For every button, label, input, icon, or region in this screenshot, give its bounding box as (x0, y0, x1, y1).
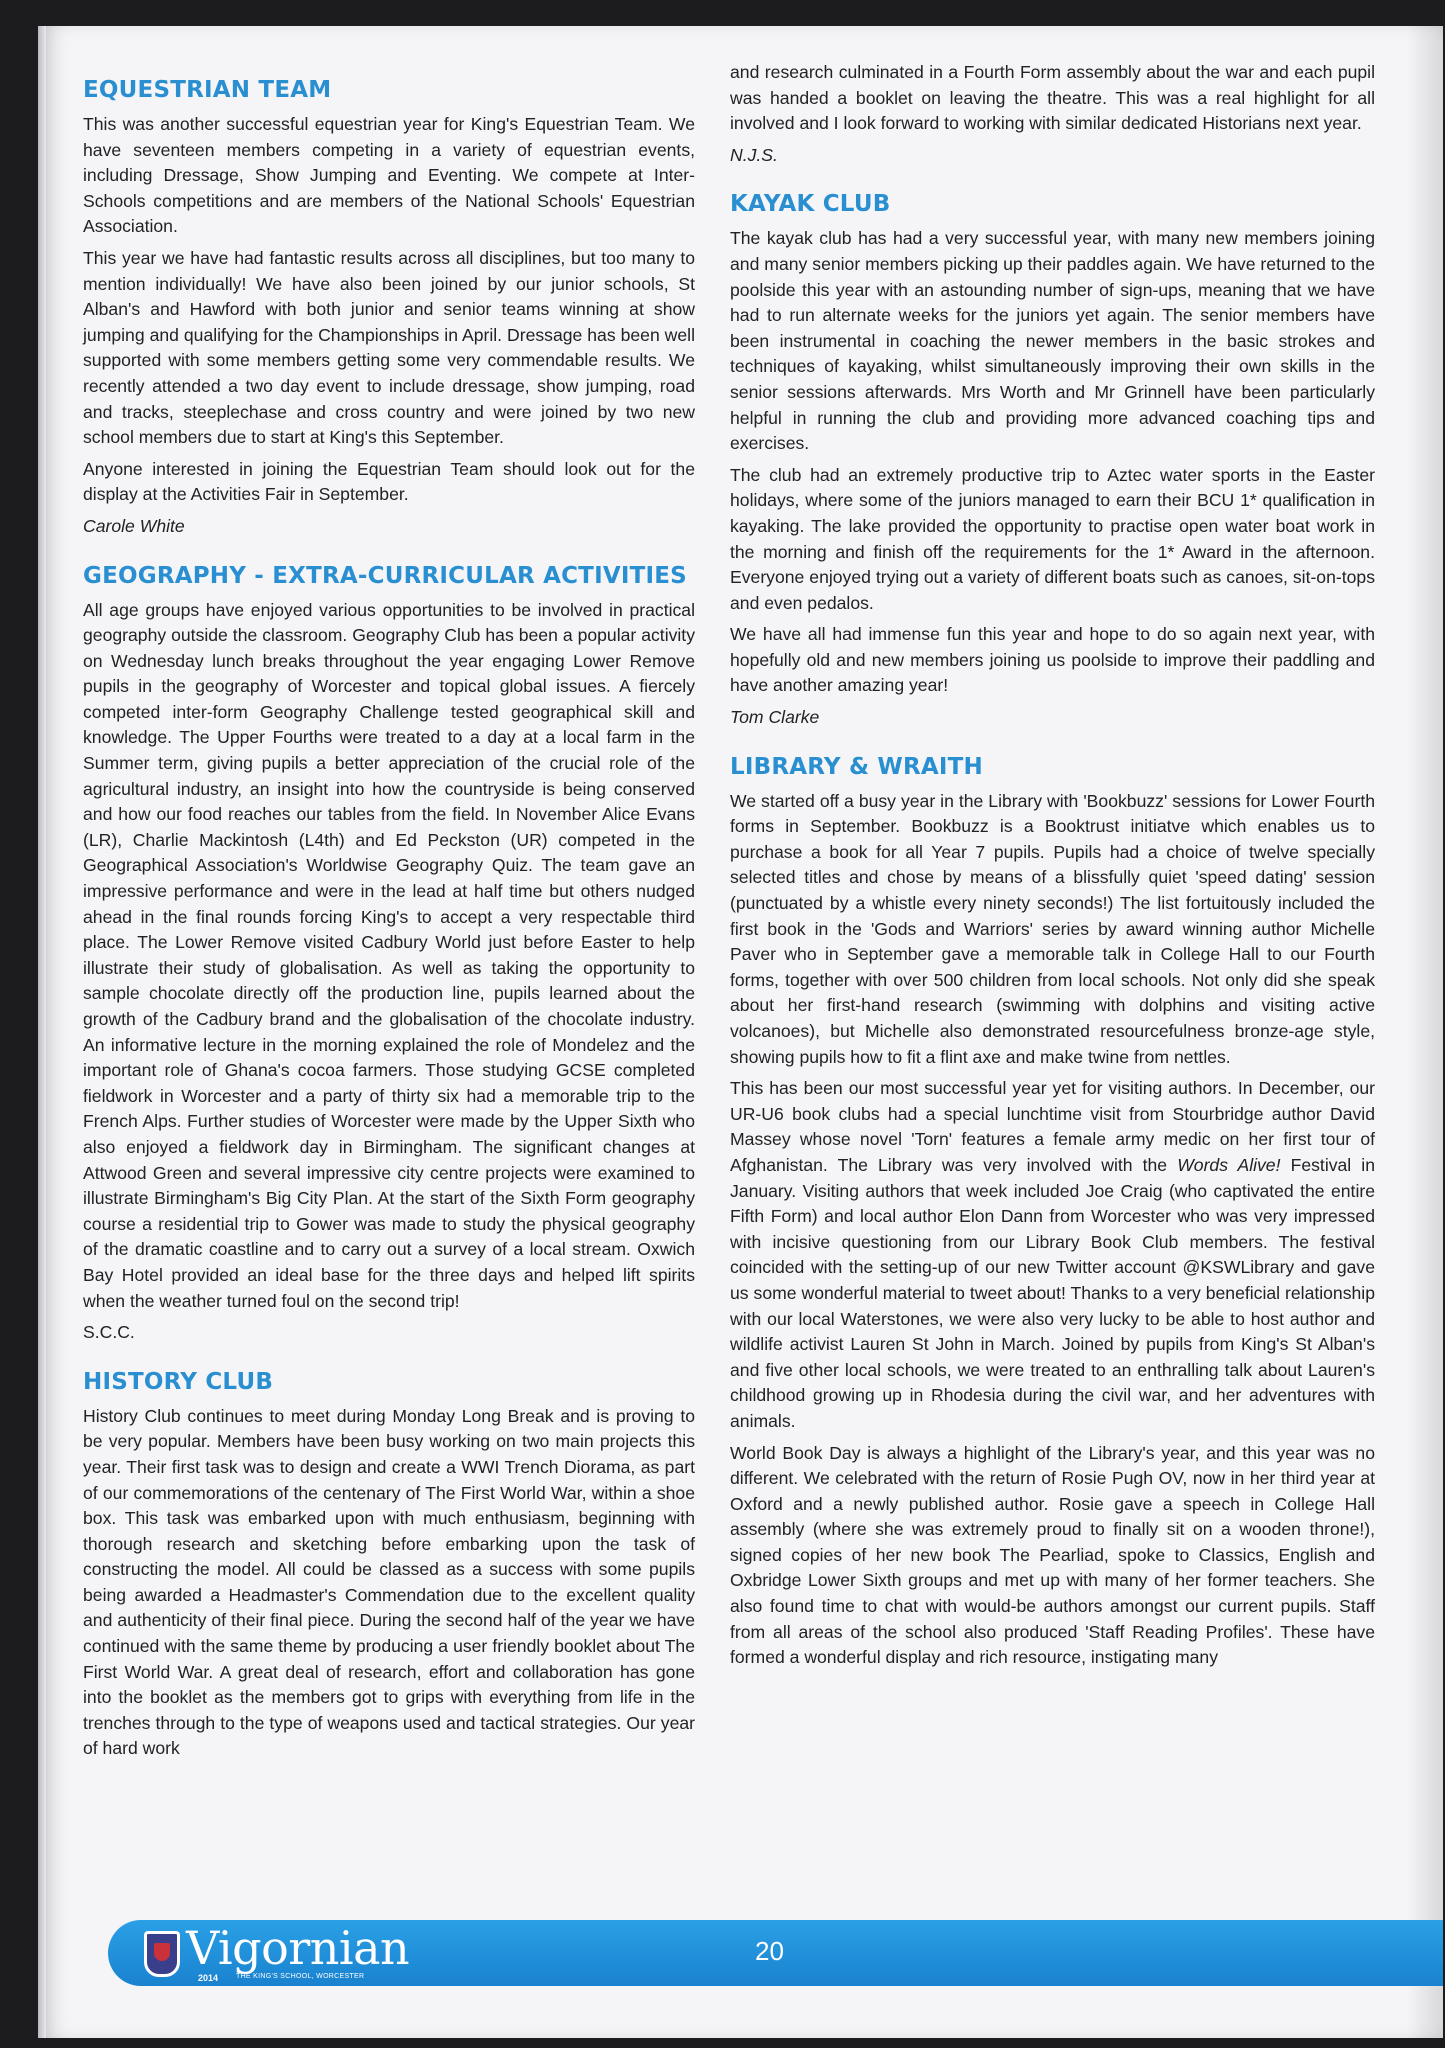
magazine-year: 2014 (198, 1973, 219, 1983)
equestrian-paragraph-3: Anyone interested in joining the Equestrian Team should look out for the display at the Activities Fair in September. (83, 458, 695, 505)
equestrian-signature: Carole White (83, 515, 185, 536)
right-column (730, 60, 1375, 1677)
words-alive-title: Words Alive! (1177, 1154, 1281, 1175)
equestrian-paragraph-2: This year we have had fantastic results across all disciplines, but too many to mention individually! We have also been joined by our junior schools, St Alban's and Hawford with both junior and senior teams winning at show jumping and qualifying for the Championships in April. Dressage has been well supported with some members getting some very commendable results. We recently attended a two day event to include dressage, show jumping, road and tracks, steeplechase and cross country and were joined by two new school members due to start at King's this September. (83, 247, 695, 448)
magazine-brand: Vigornian (186, 1921, 410, 1975)
library-paragraph-2-part-b: Festival in January. Visiting authors that week included Joe Craig (who captivated the entire Fifth Form) and local author Elon Dann from Worcester who was very impressed with incisive questioning from our Library Book Club members. The festival coincided with the setting-up of our new Twitter account @KSWLibrary and gave us some wonderful material to tweet about! Thanks to a very beneficial relationship with our local Waterstones, we were also very lucky to be able to host author and wildlife activist Lauren St John in March. Joined by pupils from King's St Alban's and five other local schools, we were treated to an enthralling talk about Lauren's childhood growing up in Rhodesia during the civil war, and her adventures with animals. (730, 1154, 1376, 1431)
history-signature: N.J.S. (730, 144, 778, 165)
kayak-paragraph-2: The club had an extremely productive trip to Aztec water sports in the Easter holidays, where some of the juniors managed to earn their BCU 1* qualification in kayaking. The lake provided the opportunity to practise open water boat work in the morning and finish off the requirements for the 1* Award in the afternoon. Everyone enjoyed trying out a variety of different boats such as canoes, sit-on-tops and even pedalos. (730, 464, 1375, 613)
library-paragraph-2 (730, 1076, 1375, 1434)
geography-paragraph-1: All age groups have enjoyed various opportunities to be involved in practical geography outside the classroom. Geography Club has been a popular activity on Wednesday lunch breaks throughout the year engaging Lower Remove pupils in the geography of Worcester and topical global issues. A fiercely competed inter-form Geography Challenge tested geographical skill and knowledge. The Upper Fourths were treated to a day at a local farm in the Summer term, giving pupils a better appreciation of the crucial role of the agricultural industry, an insight into how the countryside is being conserved and how our food reaches our tables from the field. In November Alice Evans (LR), Charlie Mackintosh (L4th) and Ed Peckston (UR) competed in the Geographical Association's Worldwise Geography Quiz. The team gave an impressive performance and were in the lead at half time but others nudged ahead in the final rounds forcing King's to accept a very respectable third place. The Lower Remove visited Cadbury World just before Easter to help illustrate their study of globalisation. As well as taking the opportunity to sample chocolate directly off the production line, pupils learned about the growth of the Cadbury brand and the globalisation of the chocolate industry. An informative lecture in the morning explained the role of Mondelez and the important role of Ghana's cocoa farmers. Those studying GCSE completed fieldwork in Worcester and a party of thirty six had a memorable trip to the French Alps. Further studies of Worcester were made by the Upper Sixth who also enjoyed a fieldwork day in Birmingham. The significant changes at Attwood Green and several impressive city centre projects were examined to illustrate Birmingham's Big City Plan. At the start of the Sixth Form geography course a residential trip to Gower was made to study the physical geography of the dramatic coastline and to carry out a survey of a local stream. Oxwich Bay Hotel provided an ideal base for the three days and helped lift spirits when the weather turned foul on the second trip! (83, 599, 695, 1311)
kayak-paragraph-3: We have all had immense fun this year and hope to do so again next year, with hopefully old and new members joining us poolside to improve their paddling and have another amazing year! (730, 624, 1375, 696)
library-heading: LIBRARY & WRAITH (730, 753, 984, 780)
history-paragraph-1-continued: and research culminated in a Fourth Form assembly about the war and each pupil was handed a booklet on leaving the theatre. This was a real highlight for all involved and I look forward to working with similar dedicated Historians next year. (730, 62, 1375, 134)
history-paragraph-1: History Club continues to meet during Monday Long Break and is proving to be very popular. Members have been busy working on two main projects this year. Their first task was to design and create a WWI Trench Diorama, as part of our commemorations of the centenary of The First World War, within a shoe box. This task was embarked upon with much enthusiasm, beginning with thorough research and sketching before embarking upon the task of constructing the model. All could be classed as a success with some pupils being awarded a Headmaster's Commendation due to the excellent quality and authenticity of their final piece. During the second half of the year we have continued with the same theme by producing a user friendly booklet about The First World War. A great deal of research, effort and collaboration has gone into the booklet as the members got to grips with everything from life in the trenches through to the type of weapons used and tactical strategies. Our year of hard work (83, 1405, 695, 1759)
page-spine (38, 26, 46, 2038)
library-paragraph-3: World Book Day is always a highlight of the Library's year, and this year was no different. We celebrated with the return of Rosie Pugh OV, now in her third year at Oxford and a newly published author. Rosie gave a speech in College Hall assembly (where she was extremely proud to finally sit on a wooden throne!), signed copies of her new book The Pearliad, spoke to Classics, English and Oxbridge Lower Sixth groups and met up with many of her former teachers. She also found time to chat with would-be authors amongst our current pupils. Staff from all areas of the school also produced 'Staff Reading Profiles'. These have formed a wonderful display and rich resource, instigating many (730, 1442, 1375, 1668)
crest-shield-icon (154, 1943, 170, 1961)
library-paragraph-2-part-a: This has been our most successful year yet for visiting authors. In December, our UR-U6 book clubs had a special lunchtime visit from Stourbridge author David Massey whose novel 'Torn' features a female army medic on her first tour of Afghanistan. The Library was very involved with the (730, 1078, 1375, 1175)
page-number: 20 (755, 1936, 784, 1966)
geography-signature: S.C.C. (83, 1322, 135, 1343)
school-crest-icon (144, 1931, 180, 1977)
school-name: THE KING'S SCHOOL, WORCESTER (236, 1973, 365, 1980)
geography-heading: GEOGRAPHY - EXTRA-CURRICULAR ACTIVITIES (83, 562, 687, 589)
equestrian-paragraph-1: This was another successful equestrian year for King's Equestrian Team. We have seventeen members competing in a variety of equestrian events, including Dressage, Show Jumping and Eventing. We compete at Inter-Schools competitions and are members of the National Schools' Equestrian Association. (83, 114, 695, 237)
equestrian-heading: EQUESTRIAN TEAM (83, 77, 332, 103)
kayak-signature: Tom Clarke (730, 707, 820, 728)
kayak-heading: KAYAK CLUB (730, 191, 891, 218)
left-column (83, 56, 695, 1768)
history-heading: HISTORY CLUB (83, 1368, 274, 1395)
kayak-paragraph-1: The kayak club has had a very successful year, with many new members joining and many senior members picking up their paddles again. We have returned to the poolside this year with an astounding number of sign-ups, meaning that we have had to run alternate weeks for the juniors yet again. The senior members have been instrumental in coaching the newer members in the basic strokes and techniques of kayaking, whilst simultaneously improving their own skills in the senior sessions afterwards. Mrs Worth and Mr Grinnell have been particularly helpful in running the club and providing more advanced coaching tips and exercises. (730, 228, 1375, 454)
page-curl-shadow (1407, 26, 1443, 2038)
library-paragraph-1: We started off a busy year in the Library with 'Bookbuzz' sessions for Lower Fourth forms in September. Bookbuzz is a Booktrust initiatve which enables us to purchase a book for all Year 7 pupils. Pupils had a choice of twelve specially selected titles and chose by means of a blissfully quiet 'speed dating' session (punctuated by a whistle every ninety seconds!) The list fortuitously included the first book in the 'Gods and Warriors' series by award winning author Michelle Paver who in September gave a memorable talk in College Hall to our Fourth forms, together with over 500 children from local schools. Not only did she speak about her first-hand research (swimming with dolphins and visiting active volcanoes), but Michelle also demonstrated resourcefulness bronze-age style, showing pupils how to fit a flint axe and make twine from nettles. (730, 790, 1375, 1067)
